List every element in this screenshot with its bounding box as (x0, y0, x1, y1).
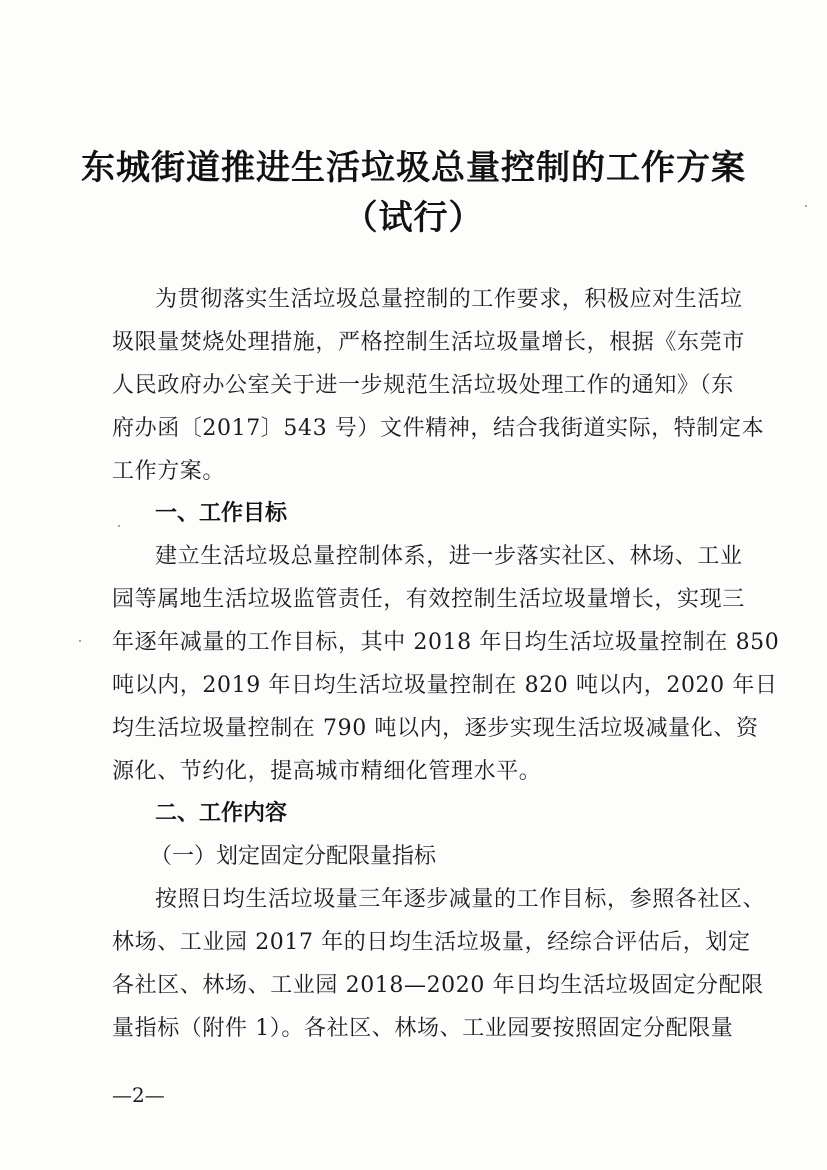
page-number: —2— (112, 1083, 165, 1107)
paragraph-line: 吨以内，2019 年日均生活垃圾量控制在 820 吨以内，2020 年日 (112, 673, 778, 698)
paragraph-line: 量指标（附件 1）。各社区、林场、工业园要按照固定分配限量 (112, 1016, 734, 1041)
subsection-heading: （一）划定固定分配限量指标 (150, 844, 437, 869)
paragraph-line: 建立生活垃圾总量控制体系，进一步落实社区、林场、工业 (155, 544, 743, 569)
scan-speck (805, 205, 807, 207)
paragraph-line: 源化、节约化，提高城市精细化管理水平。 (112, 759, 542, 784)
intro-line: 圾限量焚烧处理措施，严格控制生活垃圾量增长，根据《东莞市 (112, 330, 745, 355)
paragraph-line: 林场、工业园 2017 年的日均生活垃圾量，经综合评估后，划定 (112, 930, 751, 955)
section-heading-goals: 一、工作目标 (155, 501, 288, 526)
paragraph-line: 园等属地生活垃圾监管责任，有效控制生活垃圾量增长，实现三 (112, 587, 745, 612)
paragraph-line: 年逐年减量的工作目标，其中 2018 年日均生活垃圾量控制在 850 (112, 630, 780, 655)
intro-line: 为贯彻落实生活垃圾总量控制的工作要求，积极应对生活垃 (155, 287, 743, 312)
intro-line: 府办函〔2017〕543 号）文件精神，结合我街道实际，特制定本 (112, 416, 765, 441)
intro-line: 工作方案。 (112, 459, 226, 484)
section-heading-content: 二、工作内容 (155, 801, 288, 826)
intro-line: 人民政府办公室关于进一步规范生活垃圾处理工作的通知》（东 (112, 373, 734, 398)
scan-speck (79, 640, 81, 642)
paragraph-line: 各社区、林场、工业园 2018—2020 年日均生活垃圾固定分配限 (112, 973, 764, 998)
paragraph-line: 均生活垃圾量控制在 790 吨以内，逐步实现生活垃圾减量化、资 (112, 716, 759, 741)
paragraph-line: 按照日均生活垃圾量三年逐步减量的工作目标，参照各社区、 (155, 887, 766, 912)
document-title: 东城街道推进生活垃圾总量控制的工作方案 (81, 148, 746, 188)
document-title-note: （试行） (343, 198, 484, 238)
scan-speck (118, 525, 120, 527)
